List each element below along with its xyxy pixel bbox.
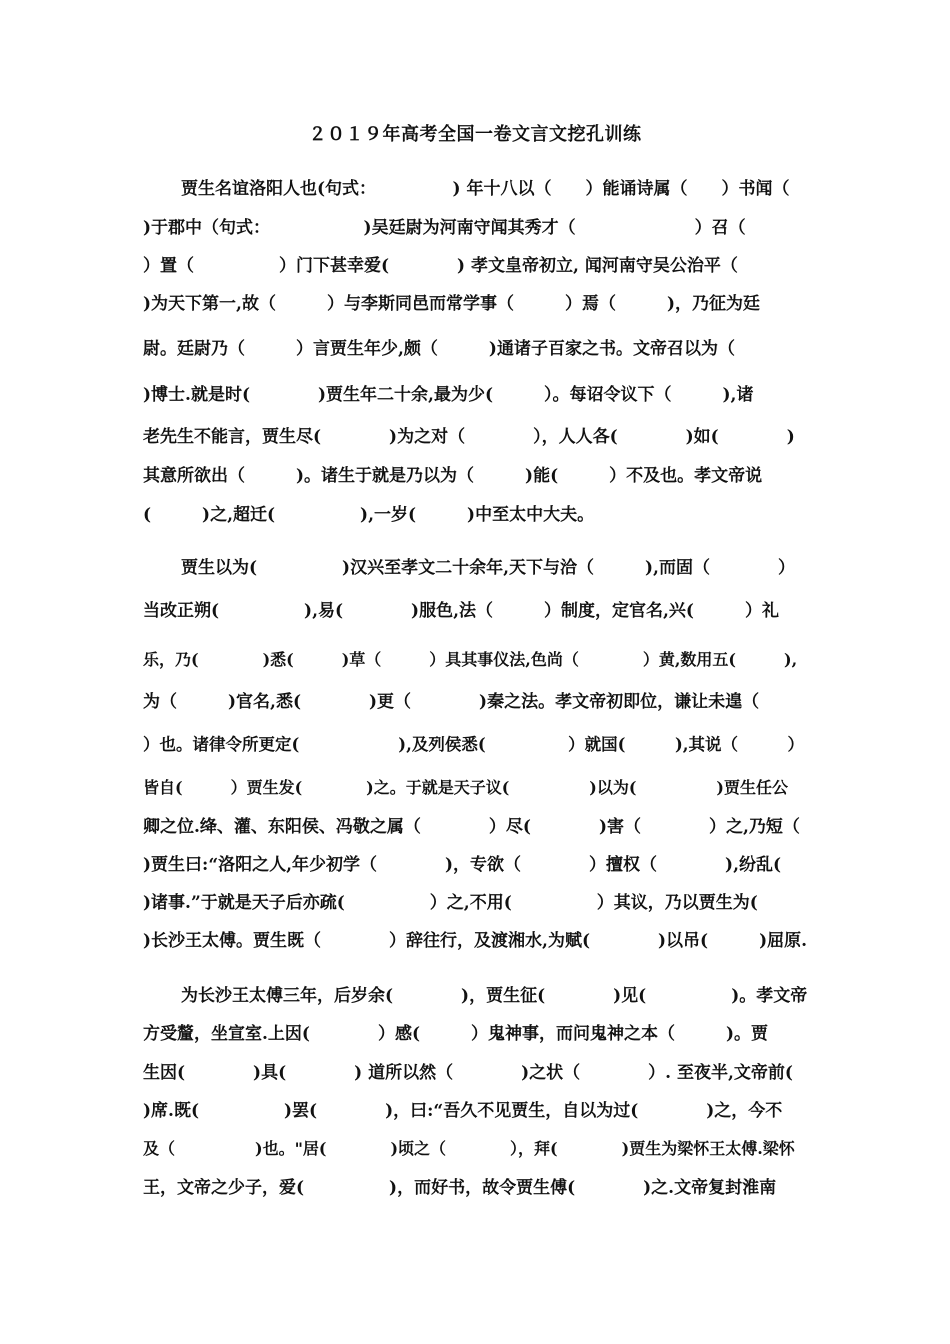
paragraph-2-line-4: 为（ )官名,悉( )更（ )秦之法。孝文帝初即位，谦让未遑（ (143, 692, 760, 712)
paragraph-2-line-1: 贾生以为( )汉兴至孝文二十余年,天下与洽（ ),而固（ ） (181, 558, 795, 578)
paragraph-2-line-9: )诸事.”于就是天子后亦疏( ）之,不用( ）其议，乃以贾生为( (143, 893, 758, 913)
page-title: ２０１９年高考全国一卷文言文挖孔训练 (308, 124, 642, 145)
paragraph-1-line-1: 贾生名谊洛阳人也(句式： ) 年十八以（ ）能诵诗属（ ）书闻（ (181, 179, 790, 199)
paragraph-3-line-5: 及（ )也。"居( )顷之（ ），拜( )贾生为梁怀王太傅.梁怀 (143, 1139, 795, 1158)
paragraph-1-line-7: 老先生不能言，贾生尽( )为之对（ ），人人各( )如( ) (143, 427, 795, 447)
paragraph-3-line-6: 王，文帝之少子，爱( )，而好书，故令贾生傅( )之.文帝复封淮南 (143, 1178, 777, 1198)
paragraph-2-line-8: )贾生曰:“洛阳之人,年少初学（ )，专欲（ ）擅权（ ),纷乱( (143, 855, 782, 875)
paragraph-1-line-4: )为天下第一,故（ ）与李斯同邑而常学事（ ）焉（ )，乃征为廷 (143, 294, 761, 314)
paragraph-3-line-3: 生因( )具( ) 道所以然（ )之状（ ）. 至夜半,文帝前( (143, 1063, 793, 1083)
paragraph-2-line-3: 乐，乃( )悉( )草（ ）具其事仪法,色尚（ ）黄,数用五( ), (143, 650, 798, 669)
paragraph-1-line-2: )于郡中（句式： )吴廷尉为河南守闻其秀才（ ）召（ (143, 218, 746, 238)
paragraph-1-line-8: 其意所欲出（ )。诸生于就是乃以为（ )能( ）不及也。孝文帝说 (143, 466, 763, 486)
paragraph-3-line-2: 方受釐，坐宣室.上因( ）感( ）鬼神事，而问鬼神之本（ )。贾 (143, 1024, 769, 1044)
paragraph-3-line-1: 为长沙王太傅三年，后岁余( )，贾生征( )见( )。孝文帝 (181, 986, 808, 1006)
paragraph-1-line-5: 尉。廷尉乃（ ）言贾生年少,颇（ )通诸子百家之书。文帝召以为（ (143, 339, 735, 359)
paragraph-2-line-2: 当改正朔( ),易( )服色,法（ ）制度，定官名,兴( ）礼 (143, 601, 779, 621)
paragraph-2-line-6: 皆自( ）贾生发( )之。于就是天子议( )以为( )贾生任公 (143, 778, 788, 797)
paragraph-1-line-9: ( )之,超迁( ),一岁( )中至太中大夫。 (143, 505, 595, 525)
paragraph-1-line-3: ）置（ ）门下甚幸爱( ) 孝文皇帝初立, 闻河南守吴公治平（ (143, 256, 738, 276)
paragraph-1-line-6: )博士.就是时( )贾生年二十余,最为少( ）。每诏令议下（ ),诸 (143, 385, 754, 405)
paragraph-2-line-7: 卿之位.绛、灌、东阳侯、冯敬之属（ ）尽( )害（ ）之,乃短（ (143, 817, 800, 837)
paragraph-2-line-10: )长沙王太傅。贾生既（ ）辞往行，及渡湘水,为赋( )以吊( )屈原. (143, 931, 808, 951)
paragraph-3-line-4: )席.既( )罢( )，曰:“吾久不见贾生，自以为过( )之，今不 (143, 1101, 783, 1121)
paragraph-2-line-5: ）也。诸律令所更定( ),及列侯悉( ）就国( ),其说（ ） (143, 735, 805, 754)
